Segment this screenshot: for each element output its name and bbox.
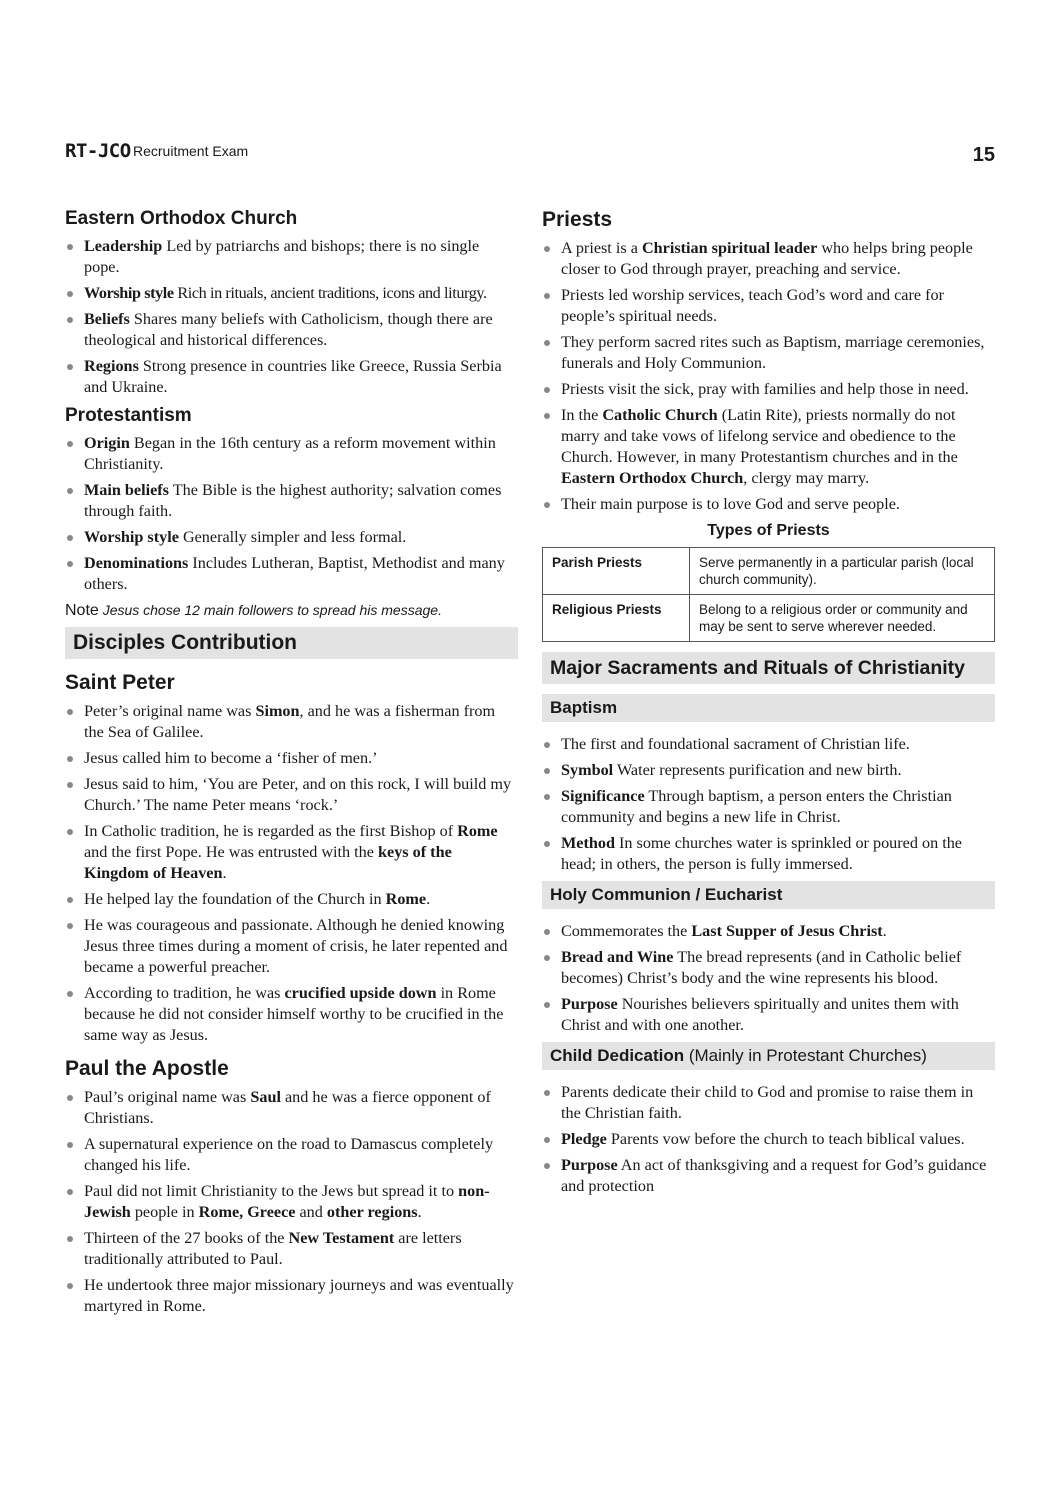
protestantism-heading: Protestantism [65,405,192,426]
saint-peter-list [65,701,518,1046]
table-cell-key: Parish Priests [543,548,690,595]
note [65,600,518,621]
list-item [65,309,518,351]
list-item: They perform sacred rites such as Baptism, marriage ceremonies, funerals and Holy Communion. [542,332,995,374]
list-item: Peter’s original name was Simon, and he was a fisherman from the Sea of Galilee. [65,701,518,743]
list-item: A supernatural experience on the road to Damascus completely changed his life. [65,1134,518,1176]
desc: The Bible is the highest authority; salvation comes through faith. [84,481,502,520]
table-cell-value: Serve permanently in a particular parish (local church community). [690,548,995,595]
term: Worship style [84,528,179,546]
list-item: Parents dedicate their child to God and promise to raise them in the Christian faith. [542,1082,995,1124]
list-item: Bread and Wine The bread represents (and in Catholic belief becomes) Christ’s body and the wine represents his blood. [542,947,995,989]
list-item [65,433,518,475]
brand-logo-text: RT-JCO [65,140,131,162]
paul-apostle-list [65,1087,518,1317]
desc: Led by patriarchs and bishops; there is no single pope. [84,237,480,276]
term: Main beliefs [84,481,169,499]
list-item: Significance Through baptism, a person enters the Christian community and begins a new life in Christ. [542,786,995,828]
table-row [543,595,995,642]
term: Denominations [84,554,189,572]
priests-list [542,238,995,515]
term: Leadership [84,237,163,255]
note-label: Note [65,602,99,619]
child-dedication-subtitle: (Mainly in Protestant Churches) [684,1046,927,1065]
left-column [65,206,518,1322]
priests-heading: Priests [542,208,613,231]
list-item: He was courageous and passionate. Although he denied knowing Jesus three times during a moment of crisis, he later repented and became a powerful preacher. [65,915,518,978]
table-cell-key: Religious Priests [543,595,690,642]
eastern-orthodox-heading: Eastern Orthodox Church [65,208,298,229]
page-number: 15 [972,144,995,166]
desc: Rich in rituals, ancient traditions, icons and liturgy. [173,284,487,302]
desc: Began in the 16th century as a reform movement within Christianity. [84,434,496,473]
types-of-priests-title: Types of Priests [707,522,830,539]
list-item: Paul did not limit Christianity to the Jews but spread it to non-Jewish people in Rome, Greece and other regions. [65,1181,518,1223]
disciples-contribution-heading: Disciples Contribution [65,627,518,659]
list-item: Priests led worship services, teach God’s word and care for people’s spiritual needs. [542,285,995,327]
list-item [65,553,518,595]
list-item: Paul’s original name was Saul and he was a fierce opponent of Christians. [65,1087,518,1129]
list-item: In Catholic tradition, he is regarded as the first Bishop of Rome and the first Pope. He was entrusted with the keys of the Kingdom of Heaven. [65,821,518,884]
holy-communion-list [542,921,995,1036]
list-item [65,356,518,398]
table-cell-value: Belong to a religious order or community and may be sent to serve wherever needed. [690,595,995,642]
list-item: Purpose Nourishes believers spiritually and unites them with Christ and with one another. [542,994,995,1036]
list-item: Jesus said to him, ‘You are Peter, and on this rock, I will build my Church.’ The name Peter means ‘rock.’ [65,774,518,816]
list-item: Method In some churches water is sprinkled or poured on the head; in others, the person is fully immersed. [542,833,995,875]
list-item: He undertook three major missionary journeys and was eventually martyred in Rome. [65,1275,518,1317]
term: Worship style [84,284,174,302]
baptism-list [542,734,995,875]
header-subtitle: Recruitment Exam [133,143,249,159]
desc: Strong presence in countries like Greece, Russia Serbia and Ukraine. [84,357,502,396]
desc: Shares many beliefs with Catholicism, though there are theological and historical differences. [84,310,493,349]
types-of-priests-table [542,547,995,642]
list-item: Thirteen of the 27 books of the New Testament are letters traditionally attributed to Paul. [65,1228,518,1270]
list-item: Jesus called him to become a ‘fisher of men.’ [65,748,518,769]
list-item [65,480,518,522]
paul-apostle-heading: Paul the Apostle [65,1057,229,1080]
desc: Generally simpler and less formal. [178,528,407,546]
list-item: Purpose An act of thanksgiving and a request for God’s guidance and protection [542,1155,995,1197]
term: Regions [84,357,139,375]
note-text: Jesus chose 12 main followers to spread his message. [102,602,442,618]
term: Origin [84,434,130,452]
table-row [543,548,995,595]
list-item: He helped lay the foundation of the Church in Rome. [65,889,518,910]
eastern-orthodox-list [65,236,518,398]
right-column [542,206,995,1202]
saint-peter-heading: Saint Peter [65,671,175,694]
page-header [65,138,995,172]
child-dedication-list [542,1082,995,1197]
list-item: Commemorates the Last Supper of Jesus Christ. [542,921,995,942]
list-item: The first and foundational sacrament of Christian life. [542,734,995,755]
list-item: Symbol Water represents purification and new birth. [542,760,995,781]
list-item: According to tradition, he was crucified upside down in Rome because he did not consider himself worthy to be crucified in the same way as Jesus. [65,983,518,1046]
list-item: A priest is a Christian spiritual leader who helps bring people closer to God through prayer, preaching and service. [542,238,995,280]
term: Beliefs [84,310,130,328]
list-item: Their main purpose is to love God and serve people. [542,494,995,515]
child-dedication-heading [542,1042,995,1070]
list-item [65,527,518,548]
list-item: In the Catholic Church (Latin Rite), priests normally do not marry and take vows of lifelong service and obedience to the Church. However, in many Protestantism churches and in the Eastern Orthodox Church, clergy may marry. [542,405,995,489]
list-item [65,236,518,278]
desc: Includes Lutheran, Baptist, Methodist and many others. [84,554,505,593]
protestantism-list [65,433,518,595]
list-item [65,283,518,304]
list-item: Priests visit the sick, pray with families and help those in need. [542,379,995,400]
child-dedication-title: Child Dedication [550,1046,685,1065]
list-item: Pledge Parents vow before the church to teach biblical values. [542,1129,995,1150]
holy-communion-heading: Holy Communion / Eucharist [542,881,995,909]
sacraments-heading: Major Sacraments and Rituals of Christianity [542,652,995,684]
baptism-heading: Baptism [542,694,995,722]
